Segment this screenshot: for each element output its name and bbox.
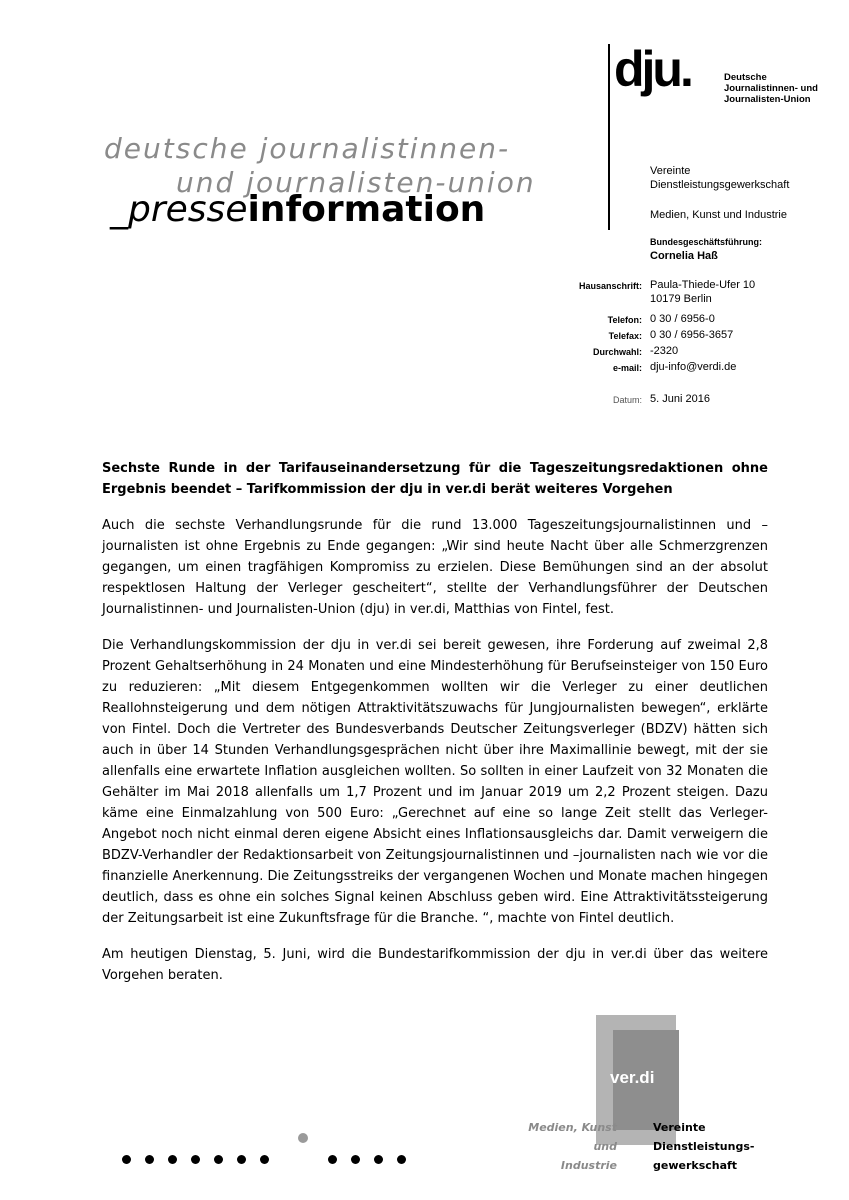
phone-label: Telefon: (607, 315, 642, 325)
phone-value: 0 30 / 6956-0 (650, 313, 715, 325)
dju-name-line: Deutsche (724, 72, 767, 83)
fax-label: Telefax: (608, 331, 642, 341)
footer-union-line: gewerkschaft (653, 1159, 738, 1172)
address-line-1: Paula-Thiede-Ufer 10 (650, 279, 756, 291)
management-label: Bundesgeschäftsführung: (650, 237, 763, 247)
presseinformation-title (110, 188, 485, 232)
decorative-dot (145, 1155, 154, 1164)
date-value: 5. Juni 2016 (650, 393, 710, 405)
verdi-logo: ver.di (610, 1068, 655, 1087)
date-label: Datum: (612, 395, 642, 405)
decorative-dot (374, 1155, 383, 1164)
organization-sector: Medien, Kunst und Industrie (650, 209, 787, 221)
footer-sector-line: Medien, Kunst und (528, 1121, 617, 1153)
dju-name-line: Journalistinnen- und (724, 83, 818, 94)
decorative-dot-grey (298, 1133, 308, 1143)
footer-sector (505, 1118, 617, 1175)
decorative-dot (397, 1155, 406, 1164)
direct-label: Durchwahl: (592, 347, 642, 357)
org-name-line: Vereinte (650, 165, 691, 177)
slogan-line-1: deutsche journalistinnen- (104, 132, 511, 165)
org-name-line: Dienstleistungsgewerkschaft (650, 179, 790, 191)
decorative-dot (351, 1155, 360, 1164)
direct-value: -2320 (650, 345, 679, 357)
organization-name (650, 164, 789, 192)
article-paragraph: Am heutigen Dienstag, 5. Juni, wird die Bundestarifkommission der dju in ver.di über das weitere Vorgehen beraten. (102, 947, 768, 983)
decorative-dot (214, 1155, 223, 1164)
presse-word: _presse (110, 189, 248, 230)
address-line-2: 10179 Berlin (650, 293, 712, 305)
address-label: Hausanschrift: (578, 281, 642, 291)
article-paragraph: Die Verhandlungskommission der dju in ver.di sei bereit gewesen, ihre Forderung auf zweimal 2,8 Prozent Gehaltserhöhung in 24 Monaten und eine Mindesterhöhung für Berufseinsteiger von 150 Euro zu reduzieren: „Mit diesem Entgegenkommen wollten wir die Verleger zu einer deutlichen Reallohnsteigerung und dem nötigen Attraktivitätszuwachs für Jungjournalisten bewegen“, erklärte von Fintel. Doch die Vertreter des Bundesverbands Deutscher Zeitungsverleger (BDZV) hätten sich auch in über 14 Stunden Verhandlungsgesprächen nicht über ihre Maximallinie bewegt, mit der sie allenfalls eine erwartete Inflation ausgleichen wollten. So sollten in einer Laufzeit von 32 Monaten die Gehälter im Mai 2018 allenfalls um 1,7 Prozent und im Januar 2019 um 2,2 Prozent steigen. Dazu käme eine Einmalzahlung von 500 Euro: „Gerechnet auf eine so lange Zeit stellt das Verleger-Angebot noch nicht einmal deren eigene Absicht eines Inflationsausgleichs dar. Damit verweigern die BDZV-Verhandler der Redaktionsarbeit von Zeitungsjournalistinnen und –journalisten nach wie vor die finanzielle Anerkennung. Die Zeitungsstreiks der vergangenen Wochen und Monate machen hingegen deutlich, dass es ohne ein solches Signal keinen Abschluss geben wird. Eine Attraktivitätssteigerung der Zeitungsarbeit ist eine Zukunftsfrage für die Branche. “, machte von Fintel deutlich. (102, 638, 768, 926)
fax-value: 0 30 / 6956-3657 (650, 329, 734, 341)
article-body (102, 458, 768, 1001)
article-headline: Sechste Runde in der Tarifauseinandersetzung für die Tageszeitungsredaktionen ohne Ergebnis beendet – Tarifkommission der dju in ver.di berät weiteres Vorgehen (102, 461, 768, 497)
email-value: dju-info@verdi.de (650, 361, 737, 373)
article-paragraph: Auch die sechste Verhandlungsrunde für die rund 13.000 Tageszeitungsjournalistinnen und –journalisten ist ohne Ergebnis zu Ende gegangen: „Wir sind heute Nacht über alle Schmerzgrenzen gegangen, um einen tragfähigen Kompromiss zu erzielen. Diese Bemühungen sind an der absolut respektlosen Haltung der Verleger gescheitert“, stellte der Verhandlungsführer der Deutschen Journalistinnen- und Journalisten-Union (dju) in ver.di, Matthias von Fintel, fest. (102, 518, 768, 617)
decorative-dot (260, 1155, 269, 1164)
footer-union-name (653, 1118, 754, 1175)
email-label: e-mail: (612, 363, 642, 373)
decorative-dot (122, 1155, 131, 1164)
slogan-line-2: und journalisten-union (176, 166, 536, 199)
decorative-dot (237, 1155, 246, 1164)
footer-union-line: Dienstleistungs- (653, 1140, 755, 1153)
dju-logo: dju. (614, 41, 691, 97)
header-divider (608, 44, 610, 230)
decorative-dot (168, 1155, 177, 1164)
decorative-dot (191, 1155, 200, 1164)
footer-sector-line: Industrie (560, 1159, 617, 1172)
management-name: Cornelia Haß (650, 250, 718, 262)
information-word: information (247, 189, 486, 230)
footer-union-line: Vereinte (653, 1121, 706, 1134)
dju-name-line: Journalisten-Union (724, 94, 811, 105)
dju-full-name (724, 72, 818, 105)
decorative-dot (328, 1155, 337, 1164)
